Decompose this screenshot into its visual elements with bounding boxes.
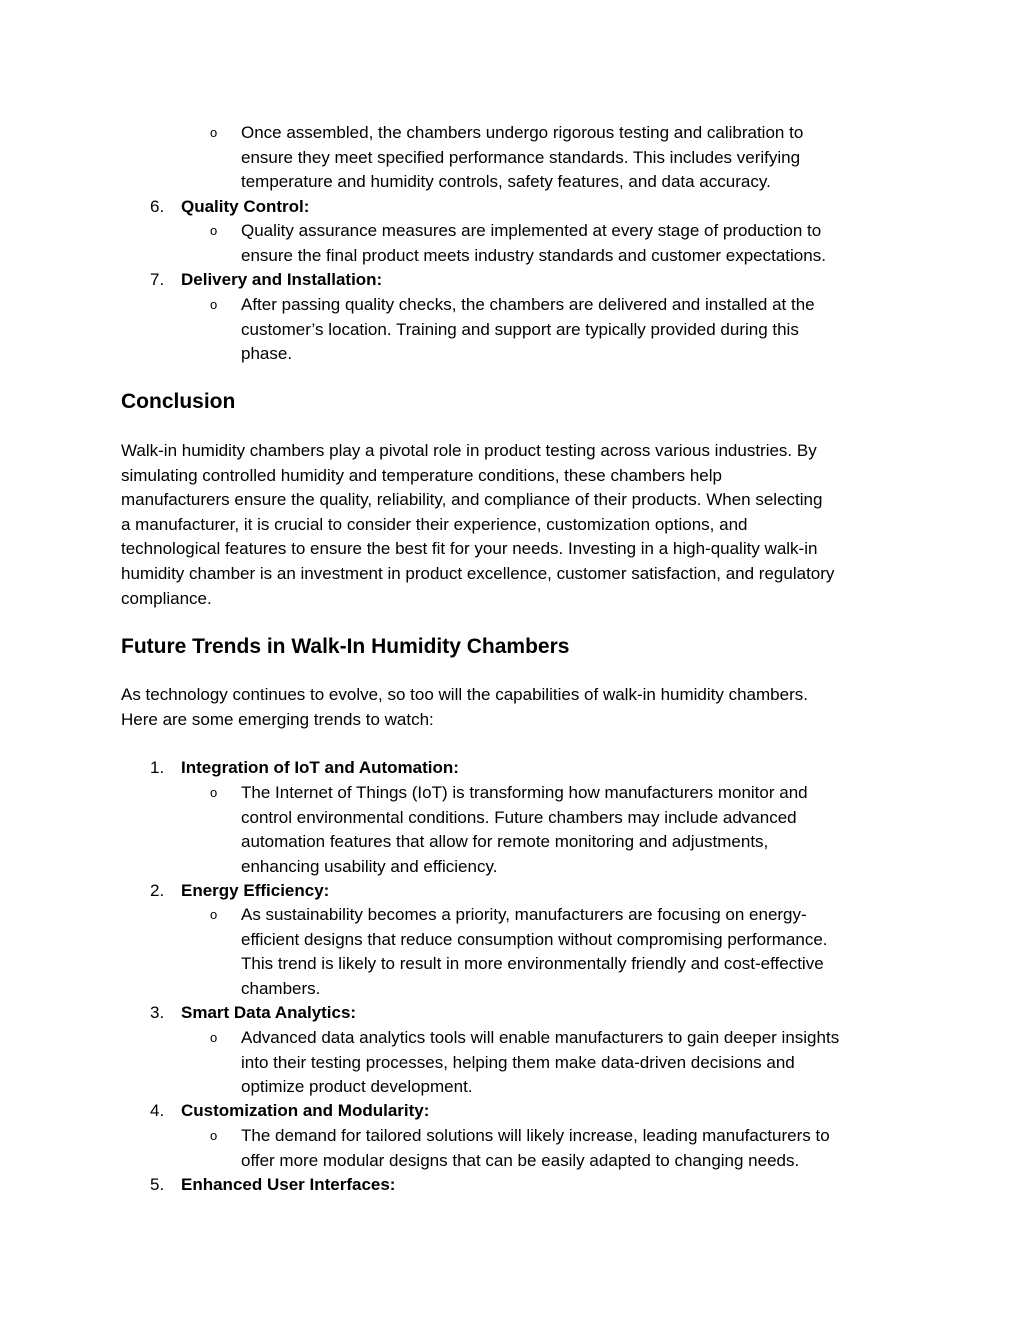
list-item-title: Quality Control: bbox=[181, 197, 310, 216]
list-subitem-text: The demand for tailored solutions will likely increase, leading manufacturers to offer more modular designs that can be easily adapted to changing needs. bbox=[241, 1126, 830, 1170]
list-subitem-text: Quality assurance measures are implemented at every stage of production to ensure the final product meets industry standards and customer expectations. bbox=[241, 221, 826, 265]
list-item-title: Energy Efficiency: bbox=[181, 881, 330, 900]
bullet-icon: o bbox=[210, 223, 218, 238]
list-number: 4. bbox=[150, 1101, 165, 1120]
list-subitem-text: As sustainability becomes a priority, manufacturers are focusing on energy- efficient designs that reduce consumption without compromising performance. This trend is likely to result in more environmentally friendly and cost-effective chambers. bbox=[241, 905, 828, 998]
bullet-icon: o bbox=[210, 297, 218, 312]
list-number: 3. bbox=[150, 1003, 165, 1022]
conclusion-paragraph: Walk-in humidity chambers play a pivotal role in product testing across various industries. By simulating controlled humidity and temperature conditions, these chambers help manufacturers ensure the quality, reliability, and compliance of their products. When selecting a manufacturer, it is crucial to consider their experience, customization options, and technological features to ensure the best fit for your needs. Investing in a high-quality walk-in humidity chamber is an investment in product excellence, customer satisfaction, and regulatory compliance. bbox=[121, 441, 835, 608]
bullet-icon: o bbox=[210, 785, 218, 800]
list-item-title: Smart Data Analytics: bbox=[181, 1003, 357, 1022]
list-number: 6. bbox=[150, 197, 165, 216]
list-subitem-text: After passing quality checks, the chambers are delivered and installed at the customer’s location. Training and support are typically provided during this phase. bbox=[241, 295, 815, 364]
list-item-title: Delivery and Installation: bbox=[181, 270, 383, 289]
list-number: 2. bbox=[150, 881, 165, 900]
list-number: 5. bbox=[150, 1175, 165, 1194]
bullet-icon: o bbox=[210, 1128, 218, 1143]
list-item-title: Integration of IoT and Automation: bbox=[181, 758, 459, 777]
bullet-icon: o bbox=[210, 907, 218, 922]
bullet-icon: o bbox=[210, 1030, 218, 1045]
list-subitem-text: Once assembled, the chambers undergo rigorous testing and calibration to ensure they meet specified performance standards. This includes verifying temperature and humidity controls, safety features, and data accuracy. bbox=[241, 123, 804, 192]
future-intro-paragraph: As technology continues to evolve, so too will the capabilities of walk-in humidity chambers. Here are some emerging trends to watch: bbox=[121, 685, 808, 729]
list-number: 1. bbox=[150, 758, 165, 777]
list-number: 7. bbox=[150, 270, 165, 289]
section-heading-conclusion: Conclusion bbox=[121, 390, 236, 413]
list-item-title: Customization and Modularity: bbox=[181, 1101, 430, 1120]
list-subitem-text: Advanced data analytics tools will enable manufacturers to gain deeper insights into their testing processes, helping them make data-driven decisions and optimize product development. bbox=[241, 1028, 840, 1097]
list-subitem-text: The Internet of Things (IoT) is transforming how manufacturers monitor and control environmental conditions. Future chambers may include advanced automation features that allow for remote monitoring and adjustments, enhancing usability and efficiency. bbox=[241, 783, 808, 876]
list-item-title: Enhanced User Interfaces: bbox=[181, 1175, 396, 1194]
section-heading-future-trends: Future Trends in Walk-In Humidity Chambers bbox=[121, 635, 570, 658]
bullet-icon: o bbox=[210, 125, 218, 140]
